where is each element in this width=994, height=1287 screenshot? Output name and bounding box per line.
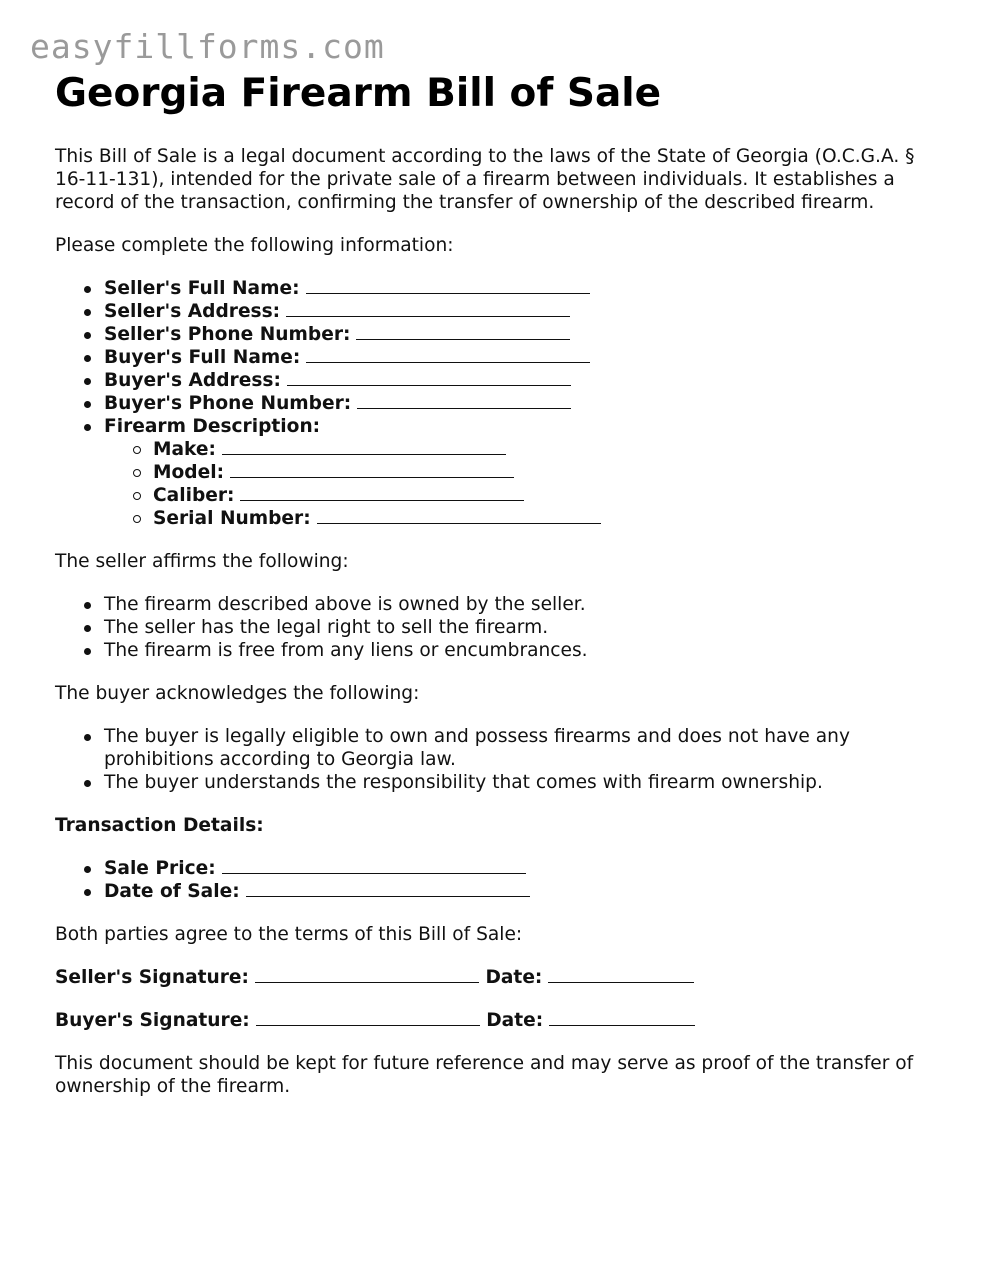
list-item bbox=[153, 484, 955, 507]
seller-phone-blank[interactable] bbox=[356, 324, 570, 340]
field-label-seller-name: Seller's Full Name: bbox=[104, 278, 300, 299]
list-item bbox=[153, 438, 955, 461]
list-item bbox=[104, 880, 955, 903]
field-label-seller-address: Seller's Address: bbox=[104, 301, 281, 322]
buyer-signature-line bbox=[55, 1009, 955, 1032]
model-blank[interactable] bbox=[230, 462, 514, 478]
field-label-seller-phone: Seller's Phone Number: bbox=[104, 324, 351, 345]
list-item bbox=[104, 277, 955, 300]
buyer-phone-blank[interactable] bbox=[357, 393, 571, 409]
field-label-buyer-name: Buyer's Full Name: bbox=[104, 347, 301, 368]
seller-address-blank[interactable] bbox=[286, 301, 570, 317]
field-label-caliber: Caliber: bbox=[153, 485, 235, 506]
field-label-date-of-sale: Date of Sale: bbox=[104, 881, 240, 902]
list-item bbox=[104, 369, 955, 392]
list-item bbox=[104, 857, 955, 880]
list-item: The buyer understands the responsibility that comes with firearm ownership. bbox=[104, 771, 895, 794]
list-item bbox=[104, 300, 955, 323]
seller-affirms-list bbox=[55, 593, 955, 662]
seller-date-label: Date: bbox=[485, 967, 543, 988]
field-label-make: Make: bbox=[153, 439, 216, 460]
list-item: The firearm is free from any liens or encumbrances. bbox=[104, 639, 955, 662]
make-blank[interactable] bbox=[222, 439, 506, 455]
list-item bbox=[153, 507, 955, 530]
list-item bbox=[104, 415, 955, 530]
document-title: Georgia Firearm Bill of Sale bbox=[55, 71, 662, 116]
list-item: The seller has the legal right to sell the firearm. bbox=[104, 616, 955, 639]
intro-paragraph: This Bill of Sale is a legal document according to the laws of the State of Georgia (O.C.G.A. § 16-11-131), intended for the private sale of a firearm between individuals. It establishes a record of the transaction, confirming the transfer of ownership of the described firearm. bbox=[55, 146, 915, 213]
list-item: The firearm described above is owned by the seller. bbox=[104, 593, 955, 616]
list-item bbox=[104, 323, 955, 346]
info-prompt: Please complete the following information: bbox=[55, 235, 454, 256]
field-label-buyer-phone: Buyer's Phone Number: bbox=[104, 393, 352, 414]
seller-affirms-heading: The seller affirms the following: bbox=[55, 551, 349, 572]
list-item bbox=[104, 392, 955, 415]
list-item: The buyer is legally eligible to own and possess firearms and does not have any prohibitions according to Georgia law. bbox=[104, 725, 895, 771]
document-body bbox=[55, 68, 955, 1098]
closing-paragraph: This document should be kept for future reference and may serve as proof of the transfer of ownership of the firearm. bbox=[55, 1053, 914, 1097]
field-label-firearm-description: Firearm Description: bbox=[104, 416, 321, 437]
caliber-blank[interactable] bbox=[240, 485, 524, 501]
field-label-sale-price: Sale Price: bbox=[104, 858, 216, 879]
field-label-model: Model: bbox=[153, 462, 225, 483]
list-item bbox=[153, 461, 955, 484]
buyer-date-label: Date: bbox=[486, 1010, 544, 1031]
agree-text: Both parties agree to the terms of this Bill of Sale: bbox=[55, 924, 523, 945]
buyer-ack-list bbox=[55, 725, 955, 794]
buyer-name-blank[interactable] bbox=[306, 347, 590, 363]
transaction-fields-list bbox=[55, 857, 955, 903]
list-item bbox=[104, 346, 955, 369]
seller-name-blank[interactable] bbox=[306, 278, 590, 294]
buyer-address-blank[interactable] bbox=[287, 370, 571, 386]
buyer-ack-heading: The buyer acknowledges the following: bbox=[55, 683, 420, 704]
field-label-serial-number: Serial Number: bbox=[153, 508, 311, 529]
seller-signature-blank[interactable] bbox=[255, 967, 479, 983]
date-of-sale-blank[interactable] bbox=[246, 881, 530, 897]
transaction-heading: Transaction Details: bbox=[55, 815, 264, 836]
buyer-signature-blank[interactable] bbox=[256, 1010, 480, 1026]
sale-price-blank[interactable] bbox=[222, 858, 526, 874]
seller-date-blank[interactable] bbox=[548, 967, 694, 983]
field-label-buyer-address: Buyer's Address: bbox=[104, 370, 281, 391]
firearm-fields-list bbox=[104, 438, 955, 530]
party-fields-list bbox=[55, 277, 955, 530]
seller-signature-label: Seller's Signature: bbox=[55, 967, 249, 988]
serial-number-blank[interactable] bbox=[317, 508, 601, 524]
seller-signature-line bbox=[55, 966, 955, 989]
watermark: easyfillforms.com bbox=[30, 27, 385, 66]
buyer-date-blank[interactable] bbox=[549, 1010, 695, 1026]
buyer-signature-label: Buyer's Signature: bbox=[55, 1010, 250, 1031]
